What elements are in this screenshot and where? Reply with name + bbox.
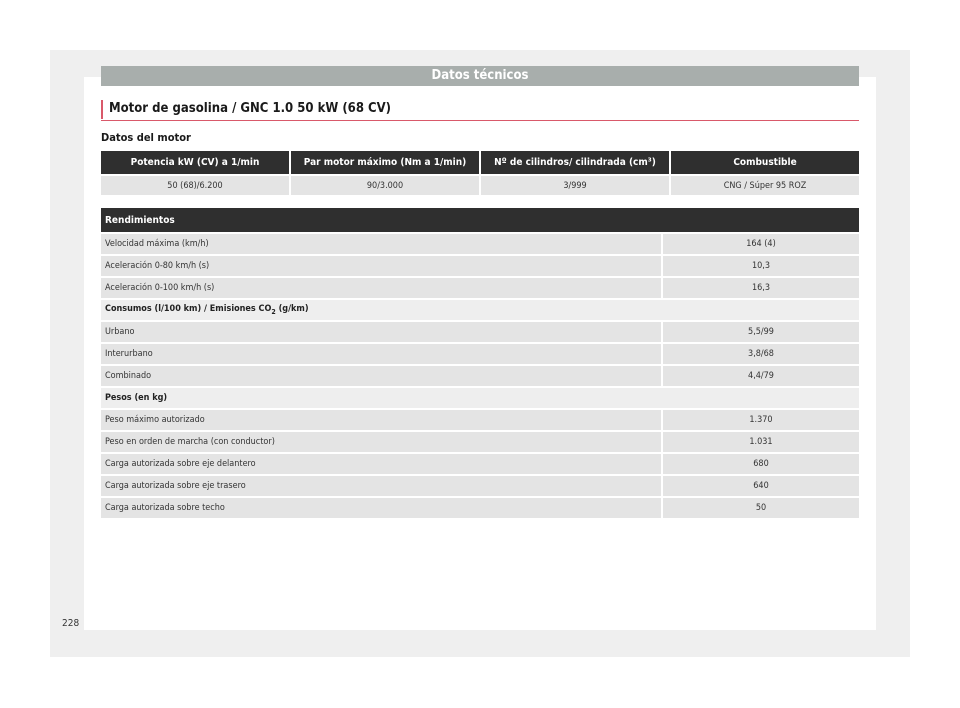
row-value: 640 bbox=[663, 476, 859, 496]
consumption-label-end: (g/km) bbox=[275, 304, 309, 315]
value-torque: 90/3.000 bbox=[291, 176, 479, 195]
value-power: 50 (68)/6.200 bbox=[101, 176, 289, 195]
row-value: 16,3 bbox=[663, 278, 859, 298]
section-title: Datos técnicos bbox=[101, 66, 859, 86]
table-row bbox=[101, 498, 859, 518]
table-row bbox=[101, 256, 859, 276]
table-row bbox=[101, 322, 859, 342]
header-power: Potencia kW (CV) a 1/min bbox=[101, 151, 289, 174]
row-value: 680 bbox=[663, 454, 859, 474]
performance-header: Rendimientos bbox=[101, 208, 859, 232]
row-label: Peso máximo autorizado bbox=[101, 410, 661, 430]
row-value: 4,4/79 bbox=[663, 366, 859, 386]
engine-table-value-row bbox=[101, 176, 859, 195]
row-value: 1.031 bbox=[663, 432, 859, 452]
table-row bbox=[101, 476, 859, 496]
header-torque: Par motor máximo (Nm a 1/min) bbox=[291, 151, 479, 174]
row-label: Interurbano bbox=[101, 344, 661, 364]
row-label: Combinado bbox=[101, 366, 661, 386]
engine-data-subheading: Datos del motor bbox=[101, 131, 191, 144]
row-value: 5,5/99 bbox=[663, 322, 859, 342]
table-row bbox=[101, 278, 859, 298]
row-value: 50 bbox=[663, 498, 859, 518]
page-heading: Motor de gasolina / GNC 1.0 50 kW (68 CV) bbox=[109, 101, 392, 116]
value-fuel: CNG / Súper 95 ROZ bbox=[671, 176, 859, 195]
table-subheading-row bbox=[101, 388, 859, 408]
consumption-label: Consumos (l/100 km) / Emisiones CO bbox=[105, 304, 272, 315]
row-label: Aceleración 0-80 km/h (s) bbox=[101, 256, 661, 276]
engine-data-table bbox=[99, 149, 861, 197]
row-label: Peso en orden de marcha (con conductor) bbox=[101, 432, 661, 452]
page-number: 228 bbox=[62, 618, 80, 629]
row-value: 10,3 bbox=[663, 256, 859, 276]
header-fuel: Combustible bbox=[671, 151, 859, 174]
performance-table bbox=[99, 206, 861, 520]
row-value: 164 (4) bbox=[663, 234, 859, 254]
co2-subscript: 2 bbox=[271, 307, 276, 316]
row-label: Velocidad máxima (km/h) bbox=[101, 234, 661, 254]
table-row bbox=[101, 366, 859, 386]
table-row bbox=[101, 344, 859, 364]
row-value: 3,8/68 bbox=[663, 344, 859, 364]
heading-block bbox=[101, 100, 859, 121]
table-row bbox=[101, 234, 859, 254]
row-label: Carga autorizada sobre eje trasero bbox=[101, 476, 661, 496]
table-row bbox=[101, 454, 859, 474]
row-label: Aceleración 0-100 km/h (s) bbox=[101, 278, 661, 298]
row-label: Carga autorizada sobre techo bbox=[101, 498, 661, 518]
weights-subheading: Pesos (en kg) bbox=[101, 388, 859, 408]
row-label: Urbano bbox=[101, 322, 661, 342]
table-row bbox=[101, 432, 859, 452]
header-cylinders: Nº de cilindros/ cilindrada (cm³) bbox=[481, 151, 669, 174]
table-row bbox=[101, 410, 859, 430]
table-subheading-row bbox=[101, 300, 859, 320]
consumption-subheading bbox=[101, 300, 859, 320]
engine-table-header-row bbox=[101, 151, 859, 174]
row-label: Carga autorizada sobre eje delantero bbox=[101, 454, 661, 474]
heading-accent-bar bbox=[101, 100, 103, 119]
performance-header-row bbox=[101, 208, 859, 232]
row-value: 1.370 bbox=[663, 410, 859, 430]
value-cylinders: 3/999 bbox=[481, 176, 669, 195]
